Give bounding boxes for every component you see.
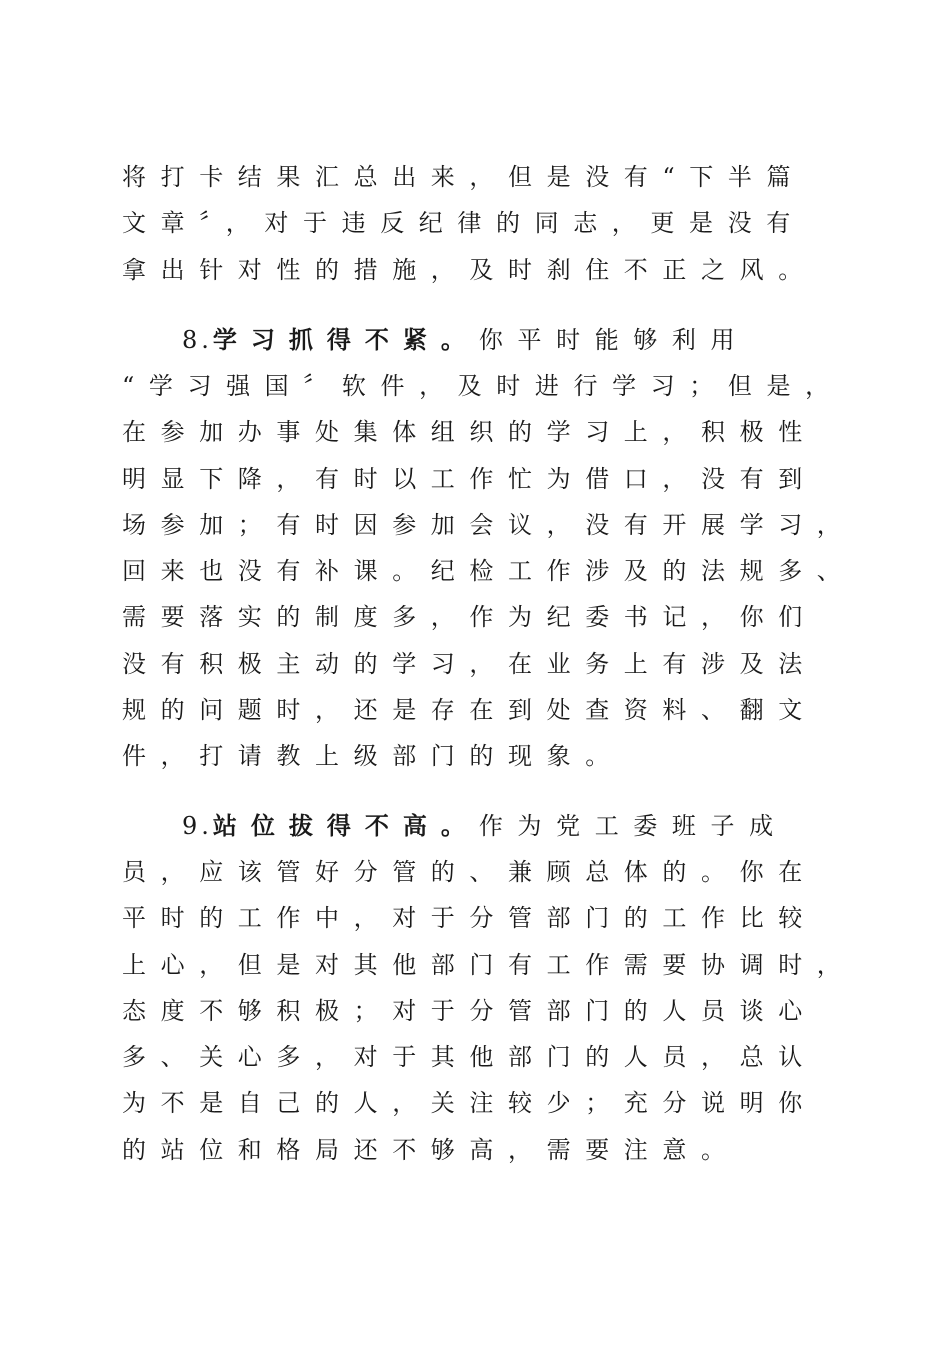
paragraph-8-line-9: 规的问题时，还是存在到处查资料、翻文 — [122, 696, 817, 724]
paragraph-9-line-3: 平时的工作中，对于分管部门的工作比较 — [122, 904, 817, 932]
paragraph-8-first-line-text: 你平时能够利用 — [478, 326, 750, 354]
paragraph-8-line-5: 场参加；有时因参加会议，没有开展学习， — [122, 511, 856, 539]
paragraph-8-line-2: “学习强国〞软件，及时进行学习；但是， — [122, 372, 844, 400]
paragraph-9-line-8: 的站位和格局还不够高，需要注意。 — [122, 1136, 740, 1164]
paragraph-8-line-10: 件，打请教上级部门的现象。 — [122, 742, 624, 770]
paragraph-8-line-4: 明显下降，有时以工作忙为借口，没有到 — [122, 465, 817, 493]
paragraph-1-line-3: 拿出针对性的措施，及时刹住不正之风。 — [122, 256, 817, 284]
paragraph-9-number: 9. — [182, 812, 213, 840]
paragraph-8-heading: 学习抓得不紧。 — [212, 325, 479, 354]
paragraph-8-line-7: 需要落实的制度多，作为纪委书记，你们 — [122, 603, 817, 631]
paragraph-1-line-2: 文章〞，对于违反纪律的同志，更是没有 — [122, 209, 805, 237]
paragraph-8-first-line — [182, 320, 749, 360]
paragraph-8-line-8: 没有积极主动的学习，在业务上有涉及法 — [122, 650, 817, 678]
paragraph-1-line-1: 将打卡结果汇总出来，但是没有“下半篇 — [122, 163, 806, 191]
paragraph-8-number: 8. — [182, 326, 213, 354]
paragraph-9-line-4: 上心，但是对其他部门有工作需要协调时， — [122, 951, 856, 979]
paragraph-9-line-7: 为不是自己的人，关注较少；充分说明你 — [122, 1089, 817, 1117]
paragraph-9-line-6: 多、关心多，对于其他部门的人员，总认 — [122, 1043, 817, 1071]
paragraph-8-line-6: 回来也没有补课。纪检工作涉及的法规多、 — [122, 557, 856, 585]
paragraph-9-heading: 站位拔得不高。 — [212, 811, 479, 840]
paragraph-9-first-line — [182, 806, 788, 846]
paragraph-8-line-3: 在参加办事处集体组织的学习上，积极性 — [122, 418, 817, 446]
paragraph-9-first-line-text: 作为党工委班子成 — [478, 812, 788, 840]
paragraph-9-line-5: 态度不够积极；对于分管部门的人员谈心 — [122, 997, 817, 1025]
paragraph-9-line-2: 员，应该管好分管的、兼顾总体的。你在 — [122, 858, 817, 886]
